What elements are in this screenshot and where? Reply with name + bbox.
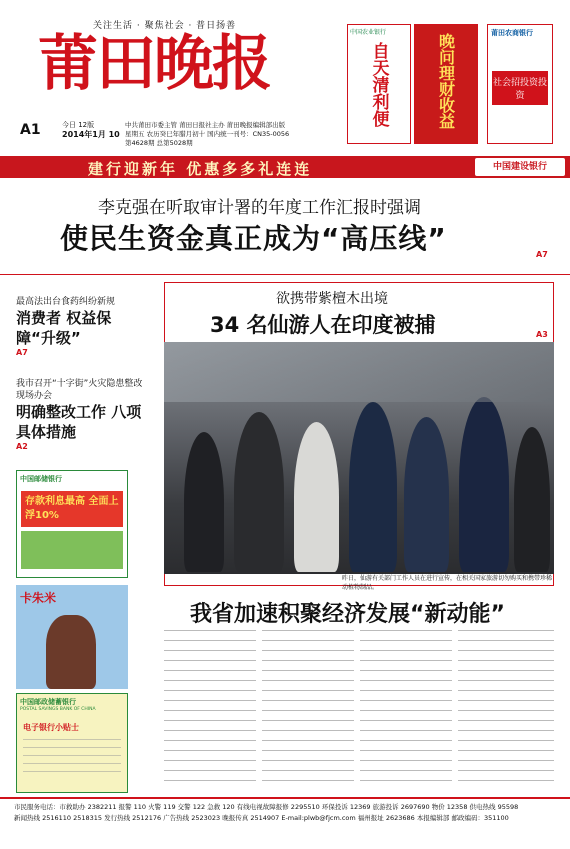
ad-bank1-name: 中国邮储银行 [20, 475, 62, 483]
date-value: 2014年1月 10 [62, 130, 120, 139]
ad-bank1-rate: 存款利息最高 全面上浮10% [21, 491, 123, 527]
issue-numbers [125, 139, 289, 148]
feature-headline[interactable]: 34 名仙游人在印度被捕 [210, 313, 436, 337]
ad-rural-bank[interactable] [487, 24, 553, 144]
photo-caption: 昨日，仙游有关部门工作人员在进行宣传，在相关国家旅游切勿购买和携带珍稀动植物制品。 [342, 575, 553, 591]
lead-kicker: 李克强在听取审计署的年度工作汇报时强调 [98, 198, 421, 218]
footer-line-1: 市民服务电话：市救助办 2382211 报警 110 火警 119 交警 122 急救 120 有线电视故障报修 2295510 环保投诉 12369 旅游投诉 2697690 物价 12358 供电热线 95598 [14, 803, 519, 811]
footer [0, 797, 570, 849]
date-label: 今日 12版 [62, 121, 95, 129]
ad3-title: 莆田农商银行 [491, 29, 533, 37]
pub-line-1: 中共莆田市委主管 莆田日报社主办 莆田晚报编辑部出版 [125, 121, 286, 129]
ad-bank2-text [23, 739, 121, 773]
ad-card-title: 卡朱米 [20, 591, 57, 605]
ad-card-model [46, 615, 96, 689]
sidebar-story-2[interactable] [16, 378, 146, 451]
sidebar-headline: 明确整改工作 八项具体措施 [16, 403, 142, 441]
issue-no: 第4628期 [125, 139, 155, 147]
date-block [62, 121, 120, 139]
sidebar-page-ref: A7 [16, 348, 28, 357]
feature-page-ref[interactable]: A3 [536, 330, 548, 339]
sidebar-headline: 消费者 权益保障“升级” [16, 309, 112, 347]
sidebar-story-1[interactable] [16, 296, 146, 357]
ad-bank1-image [21, 531, 123, 569]
article-column [458, 630, 554, 790]
ad2-title: 晚问理财收益 [436, 33, 456, 129]
ad-bank2-en: POSTAL SAVINGS BANK OF CHINA [20, 707, 96, 712]
ad-bank2-name: 中国邮政储蓄银行 [20, 698, 76, 706]
lead-headline[interactable]: 使民生资金真正成为“高压线” [60, 222, 447, 255]
ad-postal-deposit[interactable] [16, 470, 128, 578]
feature-kicker: 欲携带紫檀木出境 [276, 291, 388, 307]
sidebar-kicker: 我市召开“十字街”火灾隐患整改现场办会 [16, 379, 143, 401]
banner-bank-logo: 中国建设银行 [475, 158, 565, 176]
news-photo[interactable] [164, 342, 554, 574]
publication-info [125, 121, 289, 148]
economy-headline[interactable]: 我省加速积聚经济发展“新动能” [190, 602, 505, 627]
footer-line-2: 新闻热线 2516110 2518315 发行热线 2512176 广告热线 2523023 晚报传真 2514907 E-mail:plwb@fjcm.com 福州报址 2623686 本报编辑部 邮政编码：351100 [14, 814, 509, 822]
article-column [360, 630, 452, 790]
lead-page-ref[interactable]: A7 [536, 250, 548, 259]
ad1-title: 自天清利便 [368, 42, 389, 127]
ad-wealth[interactable] [414, 24, 478, 144]
slogan: 关注生活 · 聚焦社会 · 普日扬善 [93, 21, 237, 31]
ad-agri-bank[interactable] [347, 24, 411, 144]
ad-bank2-tag: 电子银行小贴士 [23, 723, 79, 732]
divider [0, 274, 570, 275]
ad1-sub: 中国农业银行 [350, 29, 387, 36]
ad-card-product[interactable] [16, 585, 128, 689]
total-issue: 总第5028期 [156, 139, 193, 147]
ad-postal-ebank[interactable] [16, 693, 128, 793]
article-column [262, 630, 354, 790]
newspaper-logo: 莆田晚报 [38, 29, 270, 99]
ad3-sub: 社会招投资投资 [492, 71, 548, 105]
sidebar-page-ref: A2 [16, 442, 28, 451]
sidebar-kicker: 最高法出台食药纠纷新规 [16, 297, 116, 307]
promo-banner-text: 建行迎新年 优惠多多礼连连 [88, 160, 313, 178]
article-column [164, 630, 256, 790]
pub-line-2: 星期五 农历癸巳年腊月初十 国内统一刊号：CN35-0056 [125, 130, 290, 138]
page-code: A1 [20, 122, 41, 138]
